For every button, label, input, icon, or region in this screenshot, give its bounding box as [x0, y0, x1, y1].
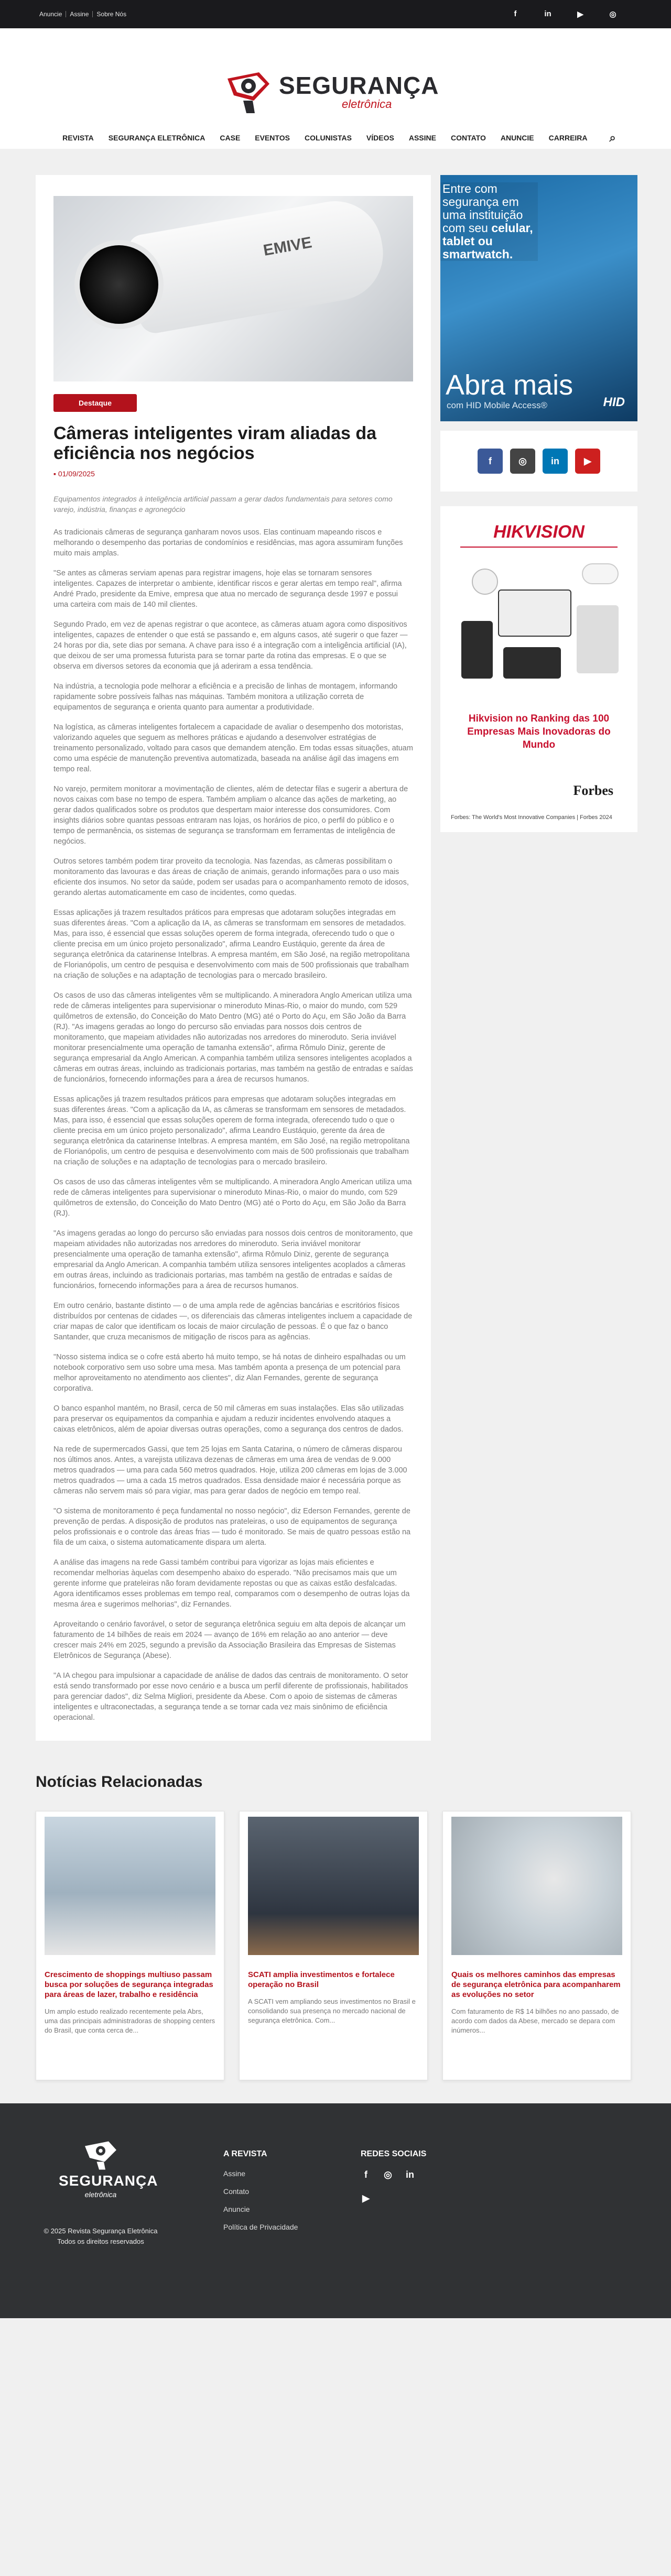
- article-date: [53, 470, 413, 478]
- related-card-title[interactable]: SCATI amplia investimentos e fortalece operação no Brasil: [248, 1970, 395, 1989]
- instagram-icon[interactable]: ◎: [609, 10, 616, 19]
- footer-social-row: [361, 2169, 426, 2180]
- footer-copyright: [36, 2226, 166, 2247]
- related-heading: Notícias Relacionadas: [36, 1773, 203, 1791]
- instagram-icon[interactable]: ◎: [384, 2169, 392, 2180]
- nav-contato[interactable]: CONTATO: [450, 134, 486, 142]
- hikvision-rule: [460, 547, 618, 548]
- nav-case[interactable]: CASE: [220, 134, 241, 142]
- linkedin-icon[interactable]: in: [406, 2169, 414, 2180]
- footer-logo[interactable]: [59, 2139, 158, 2199]
- top-social: [511, 9, 618, 19]
- main-content: [0, 149, 671, 1741]
- camera-lens: [74, 240, 164, 329]
- article-paragraph: Outros setores também podem tirar proveito da tecnologia. Nas fazendas, as câmeras possibilitam o monitoramento das lavouras e das áreas de criação de animais, gerando informações para o uso mais eficiente dos insumos. No setor da saúde, podem ser usadas para o acompanhamento remoto de idosos, gerando alertas automaticamente em caso de incidentes, como quedas.: [53, 857, 409, 897]
- site-footer: [0, 2103, 671, 2318]
- article-body: [53, 527, 413, 1723]
- related-card-excerpt: Com faturamento de R$ 14 bilhões no ano passado, de acordo com dados da Abese, mercado se depara com inúmeros...: [451, 2007, 619, 2034]
- youtube-icon[interactable]: ▶: [362, 2193, 370, 2203]
- hikvision-ad-footnote: Forbes: The World's Most Innovative Companies | Forbes 2024: [451, 814, 612, 821]
- facebook-icon[interactable]: f: [478, 449, 503, 474]
- site-logo[interactable]: [222, 68, 453, 115]
- article-paragraph: Na indústria, a tecnologia pode melhorar a eficiência e a precisão de linhas de montagem, informando rapidamente sobre possíveis falhas nas máquinas. Também monitora a utilização correta de equipamentos de segurança e orienta quanto para aumentar a produtividade.: [53, 682, 398, 712]
- article-hero-image: [53, 196, 413, 381]
- footer-logo-sub: eletrônica: [84, 2190, 117, 2199]
- footer-col-heading: A REVISTA: [223, 2149, 267, 2158]
- rights-text: Todos os direitos reservados: [57, 2237, 144, 2245]
- sidebar: [440, 175, 637, 1741]
- footer-link-contato[interactable]: Contato: [223, 2187, 250, 2196]
- article-paragraph: Em outro cenário, bastante distinto — o de uma ampla rede de agências bancárias e escritórios físicos distribuídos por centenas de cidades —, os diferenciais das câmeras inteligentes incluem a capacidade de criar mapas de calor que identificam os locais de maior circulação de pessoas. É o que faz o banco Santander, que cruza mecanismos de mitigação de riscos para as agências.: [53, 1302, 413, 1341]
- article-paragraph: A análise das imagens na rede Gassi também contribui para vigorizar as lojas mais eficientes e recomendar melhorias àquelas com desempenho abaixo do esperado. "Não precisamos mais que um gerente informe que prateleiras não foram devidamente repostas ou que as caixas estão desfalcadas. Agora identificamos esses problemas em tempo real, comparamos com o desempenho de outras lojas da mesma área e sugerimos melhorias", diz Fernandes.: [53, 1558, 410, 1609]
- related-card-image: [451, 1817, 622, 1955]
- article-paragraph: Na rede de supermercados Gassi, que tem 25 lojas em Santa Catarina, o número de câmeras disparou nos últimos anos. Antes, a varejista utilizava dezenas de câmeras em uma área de vendas de 9.000 metros quadrados — uma para cada 560 metros quadrados. Hoje, utiliza 200 câmeras em lojas de 3.000 metros quadrados — uma a cada 15 metros quadrados. Essa densidade maior é necessária porque as câmeras não servem mais só para vigiar, mas para gerar dados de negócio em tempo real.: [53, 1445, 407, 1496]
- related-card[interactable]: [36, 1811, 224, 2080]
- article-paragraph: Os casos de uso das câmeras inteligentes vêm se multiplicando. A mineradora Anglo American utiliza uma rede de câmeras inteligentes para supervisionar o mineroduto Minas-Rio, o maior do mundo, com 529 quilômetros de extensão, do Conceição do Mato Dentro (MG) até o Porto do Açu, em São João da Barra (RJ). "As imagens geradas ao longo do percurso são enviadas para nossos dois centros de monitoramento, que mapeiam atividades não autorizadas nos arredores do mineroduto. Seria inviável monitorar presencialmente uma operação de tamanha extensão", afirma Rômulo Diniz, gerente de segurança empresarial da Anglo American. A companhia também utiliza sensores inteligentes acoplados a câmeras em outras áreas, incluindo as tradicionais portarias, mas também na gestão de entradas e saídas de funcionários, fornecendo informações para a área de recursos humanos.: [53, 991, 413, 1084]
- article-paragraph: "As imagens geradas ao longo do percurso são enviadas para nossos dois centros de monitoramento, que mapeiam atividades não autorizadas nos arredores do mineroduto. Seria inviável monitorar presencialmente uma operação de tamanha extensão", afirma Rômulo Diniz, gerente de segurança empresarial da Anglo American. A companhia também utiliza sensores inteligentes acoplados a câmeras em outras áreas, incluindo as tradicionais portarias, mas também na gestão de entradas e saídas de funcionários, fornecendo informações para a área de recursos humanos.: [53, 1229, 413, 1290]
- nav-colunistas[interactable]: COLUNISTAS: [304, 134, 352, 142]
- hikvision-products-image: [451, 558, 627, 700]
- hid-advertisement[interactable]: [440, 175, 637, 421]
- related-card-title[interactable]: Crescimento de shoppings multiuso passam busca por soluções de segurança integradas para áreas de lazer, trabalho e residência: [45, 1970, 213, 1999]
- nav-anuncie[interactable]: ANUNCIE: [500, 134, 534, 142]
- article-paragraph: "A IA chegou para impulsionar a capacidade de análise de dados das centrais de monitoramento. O setor está sendo transformado por esse novo cenário e a busca um perfil diferente de profissionais, habilitados para gerenciar dados", diz Selma Migliori, presidente da Abese. Com o apoio de sistemas de câmeras inteligentes e ultraconectadas, a segurança tende a se tornar cada vez mais sinônimo de eficiência operacional.: [53, 1672, 408, 1722]
- article-paragraph: Na logística, as câmeras inteligentes fortalecem a capacidade de avaliar o desempenho dos motoristas, valorizando aqueles que seguem as melhores práticas e ajudando a desenvolver estratégias de treinamento personalizado, voltado para casos que demandem atenção. Em todas essas situações, atuam como uma espécie de manutenção preventiva automatizada, baseada na análise ágil das imagens em tempo real.: [53, 723, 413, 773]
- youtube-icon[interactable]: ▶: [575, 449, 600, 474]
- date-text: 01/09/2025: [58, 470, 95, 478]
- article: [36, 175, 431, 1741]
- footer-social-row: [361, 2193, 426, 2204]
- top-link-anuncie[interactable]: Anuncie: [36, 11, 66, 17]
- related-card-excerpt: A SCATI vem ampliando seus investimentos no Brasil e consolidando sua presença no mercado nacional de segurança eletrônica. Com...: [248, 1998, 416, 2024]
- footer-logo-title: SEGURANÇA: [59, 2173, 158, 2189]
- article-paragraph: O banco espanhol mantém, no Brasil, cerca de 50 mil câmeras em suas instalações. Elas são utilizadas para preservar os equipamentos da companhia e ajudam a reduzir incidentes envolvendo ataques a caixas eletrônicos, além de apoiar diversas outras operações, como a segurança dos centros de dados.: [53, 1404, 404, 1434]
- article-paragraph: Essas aplicações já trazem resultados práticos para empresas que adotaram soluções integradas em suas diferentes áreas. "Com a aplicação da IA, as câmeras se transformam em sensores de metadados. Mas, para isso, é essencial que essas soluções operem de forma integrada, oferecendo tudo o que o cliente precisa em um único projeto personalizado", afirma Leandro Eustáquio, gerente da área de segurança eletrônica da catarinense Intelbras. A empresa mantém, em São José, na região metropolitana de Florianópolis, um centro de pesquisa e desenvolvimento com mais de 500 profissionais que trabalham na criação de soluções e na adaptação de tecnologias para o mercado brasileiro.: [53, 1095, 410, 1166]
- footer-col-revista: [223, 2149, 298, 2241]
- nav-assine[interactable]: ASSINE: [408, 134, 436, 142]
- article-paragraph: "O sistema de monitoramento é peça fundamental no nosso negócio", diz Ederson Fernandes, gerente de prevenção de perdas. A disposição de produtos nas prateleiras, o uso de equipamentos de segurança pelos profissionais e o controle das áreas frias — tudo é monitorado. Se mais de quatro pessoas estão na fila de um caixa, o sistema automaticamente dispara um alerta.: [53, 1507, 411, 1547]
- article-paragraph: No varejo, permitem monitorar a movimentação de clientes, além de detectar filas e sugerir a abertura de novos caixas com base no tempo de espera. Também ampliam o alcance das ações de marketing, ao gerar dados qualificados sobre os produtos que despertam maior interesse dos consumidores. Com insights diários sobre quantas pessoas entraram nas lojas, os horários de pico, o perfil do público e o tempo de permanência, os sistemas de segurança se transformam em ferramentas de inteligência de negócios.: [53, 785, 408, 846]
- linkedin-icon[interactable]: in: [543, 449, 568, 474]
- article-title: Câmeras inteligentes viram aliadas da eficiência nos negócios: [53, 423, 377, 463]
- article-paragraph: As tradicionais câmeras de segurança ganharam novos usos. Elas continuam mapeando riscos e melhorando o desempenho das portarias de condomínios e residências, mas agora assumiram funções muito mais amplas.: [53, 528, 403, 558]
- copyright-text: © 2025 Revista Segurança Eletrônica: [44, 2227, 158, 2235]
- related-grid: [36, 1811, 671, 2080]
- footer-link-privacidade[interactable]: Política de Privacidade: [223, 2223, 298, 2231]
- nav-eventos[interactable]: EVENTOS: [255, 134, 290, 142]
- site-header: [0, 28, 671, 149]
- article-paragraph: "Nosso sistema indica se o cofre está aberto há muito tempo, se há notas de dinheiro espalhadas ou um notebook corporativo sem uso sobre uma mesa. Mas também aponta a presença de um potencial para melhor aproveitamento no atendimento aos clientes", diz Alan Fernandes, gerente de segurança corporativa.: [53, 1353, 406, 1393]
- hid-ad-line: Entre com segurança em uma instituição com seu: [442, 182, 523, 235]
- hid-ad-headline: Abra mais: [446, 369, 573, 401]
- article-paragraph: Aproveitando o cenário favorável, o setor de segurança eletrônica seguiu em alta depois de alcançar um faturamento de 14 bilhões de reais em 2024 — avanço de 16% em relação ao ano anterior — deve crescer mais 24% em 2025, segundo a previsão da Associação Brasileira das Empresas de Sistemas Eletrônicos de Segurança (Abese).: [53, 1620, 406, 1660]
- hid-logo: HID: [603, 395, 625, 409]
- camera-brand: EMIVE: [262, 234, 313, 259]
- main-nav: [0, 131, 671, 145]
- footer-link-anuncie[interactable]: Anuncie: [223, 2205, 250, 2213]
- top-links: [36, 11, 130, 17]
- article-paragraph: "Se antes as câmeras serviam apenas para registrar imagens, hoje elas se tornaram sensores inteligentes. Capazes de interpretar o ambiente, identificar riscos e gerar alertas em tempo real", afirma André Prado, presidente da Emive, empresa que atua no mercado de segurança desde 1997 e possui uma carteira com mais de 140 mil clientes.: [53, 569, 402, 609]
- logo-title: SEGURANÇA: [279, 72, 439, 99]
- article-paragraph: Os casos de uso das câmeras inteligentes vêm se multiplicando. A mineradora Anglo American utiliza uma rede de câmeras inteligentes para supervisionar o mineroduto Minas-Rio, o maior do mundo, com 529 quilômetros de extensão, do Conceição do Mato Dentro (MG) até o Porto do Açu, em São João da Barra (RJ).: [53, 1178, 412, 1218]
- logo-camera-icon: [81, 2139, 121, 2170]
- related-card-excerpt: Um amplo estudo realizado recentemente pela Abrs, uma das principais administradoras de shopping centers do Brasil, que conta cerca de...: [45, 2007, 215, 2034]
- footer-link-assine[interactable]: Assine: [223, 2169, 246, 2178]
- linkedin-icon[interactable]: in: [544, 9, 551, 18]
- hikvision-ad-title: Hikvision no Ranking das 100 Empresas Mais Inovadoras do Mundo: [467, 713, 611, 750]
- related-card-image: [248, 1817, 419, 1955]
- facebook-icon[interactable]: f: [514, 9, 517, 18]
- nav-videos[interactable]: VÍDEOS: [366, 134, 394, 142]
- footer-col-social: [361, 2149, 426, 2204]
- facebook-icon[interactable]: f: [364, 2169, 367, 2180]
- logo-camera-icon: [222, 68, 275, 115]
- hikvision-logo: HIKVISION: [493, 522, 585, 542]
- youtube-icon[interactable]: ▶: [577, 10, 583, 19]
- hikvision-advertisement[interactable]: [440, 506, 637, 832]
- sidebar-social: [440, 431, 637, 492]
- camera-illustration: [125, 196, 391, 335]
- article-lead: Equipamentos integrados à inteligência artificial passam a gerar dados fundamentais para setores como varejo, indústria, finanças e agronegócio: [53, 495, 393, 514]
- hid-ad-text: [440, 182, 538, 261]
- logo-subtitle: eletrônica: [342, 97, 392, 111]
- footer-col-heading: REDES SOCIAIS: [361, 2149, 427, 2158]
- nav-carreira[interactable]: CARREIRA: [548, 134, 588, 142]
- nav-revista[interactable]: REVISTA: [62, 134, 94, 142]
- instagram-icon[interactable]: ◎: [510, 449, 535, 474]
- top-bar: [0, 0, 671, 28]
- hid-ad-line-bold: celular, tablet ou smartwatch.: [442, 221, 533, 261]
- forbes-logo: Forbes: [573, 783, 613, 798]
- related-card[interactable]: [442, 1811, 631, 2080]
- top-link-sobre[interactable]: Sobre Nós: [96, 10, 127, 18]
- hid-ad-sub: com HID Mobile Access®: [447, 400, 548, 410]
- nav-seguranca-eletronica[interactable]: SEGURANÇA ELETRÔNICA: [108, 134, 205, 142]
- related-card-title[interactable]: Quais os melhores caminhos das empresas de segurança eletrônica para acompanharem as evoluções no setor: [451, 1970, 621, 1999]
- related-card-image: [45, 1817, 215, 1955]
- calendar-icon: ▪: [53, 470, 58, 478]
- category-badge[interactable]: Destaque: [53, 394, 137, 412]
- related-news: [0, 1773, 671, 2080]
- top-link-assine[interactable]: Assine: [66, 11, 93, 17]
- related-card[interactable]: [239, 1811, 428, 2080]
- article-paragraph: Essas aplicações já trazem resultados práticos para empresas que adotaram soluções integradas em suas diferentes áreas. "Com a aplicação da IA, as câmeras se transformam em sensores de metadados. Mas, para isso, é essencial que essas soluções operem de forma integrada, oferecendo tudo o que o cliente precisa em um único projeto personalizado", afirma Leandro Eustáquio, gerente da área de segurança eletrônica da catarinense Intelbras. A empresa mantém, em São José, na região metropolitana de Florianópolis, um centro de pesquisa e desenvolvimento com mais de 500 profissionais que trabalham na criação de soluções e na adaptação de tecnologias para o mercado brasileiro.: [53, 909, 410, 980]
- search-icon[interactable]: ⌕: [609, 131, 616, 144]
- article-paragraph: Segundo Prado, em vez de apenas registrar o que acontece, as câmeras atuam agora como dispositivos inteligentes, capazes de entender o que está se passando e, em alguns casos, até sugerir o que fazer — 24 horas por dia, sete dias por semana. A chave para isso é a integração com a inteligência artificial (IA), que deixou de ser uma promessa futurista para se tornar parte da rotina das empresas. E o que se observa em diversos setores da economia que já aderiram a essa tendência.: [53, 620, 408, 671]
